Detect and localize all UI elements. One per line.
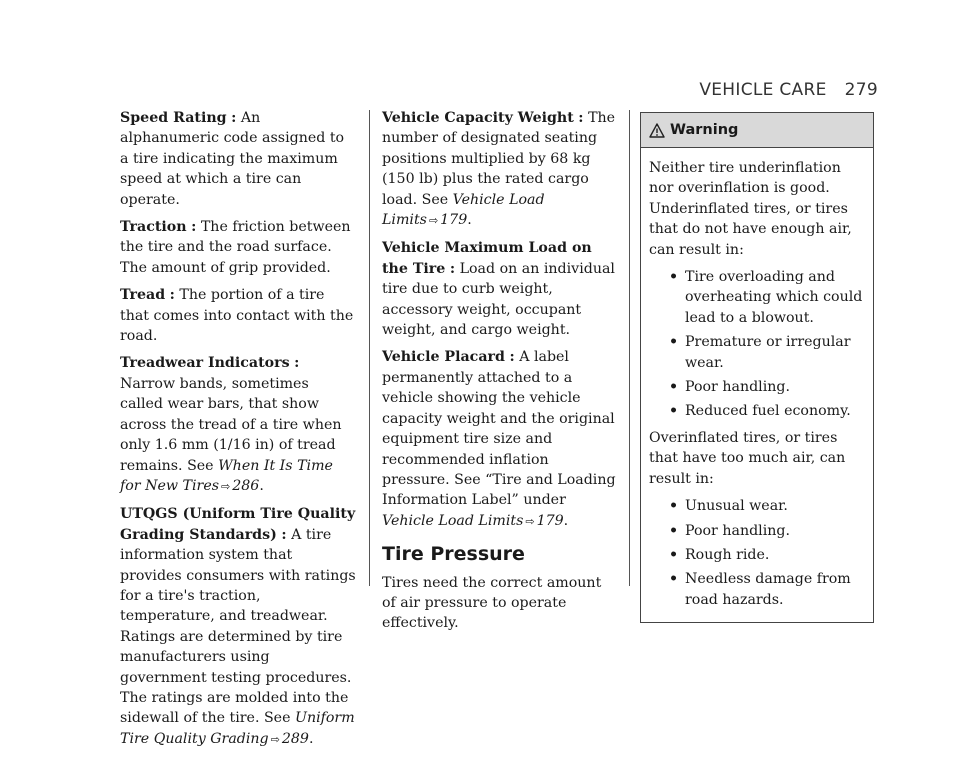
definition-traction [120,217,356,278]
definition-term: Vehicle Maximum Load on the Tire [382,240,592,277]
definition-tread [120,285,356,346]
warning-triangle-icon [649,123,665,138]
term-separator: : [509,349,515,366]
list-item: • Needless damage from road hazards. [671,569,865,610]
definition-text: The portion of a tire that comes into contact with the road. [120,287,354,345]
section-title: VEHICLE CARE [699,80,827,100]
warning-title: Warning [670,121,739,138]
cross-reference-link[interactable]: When It Is Time for New Tires [120,457,333,494]
list-item: • Poor handling. [671,521,865,541]
list-item: • Tire overloading and overheating which could lead to a blowout. [671,267,865,328]
term-separator: : [281,526,287,543]
definition-text: Load on an individual tire due to curb weight, accessory weight, occupant weight, and cargo weight. [382,260,615,339]
definition-text: A label permanently attached to a vehicle showing the vehicle capacity weight and the original equipment tire size and recommended inflation pressure. See “Tire and Loading Information Label” under [382,349,616,509]
column-divider [629,110,630,586]
running-header [699,80,878,100]
cross-reference-link[interactable]: Vehicle Load Limits [382,512,524,529]
definition-text: An alphanumeric code assigned to a tire indicating the maximum speed at which a tire can operate. [120,110,345,208]
definition-vehicle-maximum-load [382,238,618,340]
page-number: 279 [844,80,878,100]
definition-term: UTQGS (Uniform Tire Quality Grading Standards) [120,506,356,543]
sentence-end: . [259,477,264,494]
definitions-column-1 [120,108,356,757]
page-reference-icon: ⇨ [270,732,280,746]
cross-reference-link[interactable]: Vehicle Load Limits [382,191,545,229]
list-item: • Reduced fuel economy. [671,401,865,421]
list-item: • Premature or irregular wear. [671,332,865,373]
cross-reference-link[interactable]: Uniform Tire Quality Grading [120,710,355,747]
definition-term: Treadwear Indicators [120,355,290,372]
cross-reference-page[interactable]: 286 [232,477,260,494]
definition-treadwear-indicators [120,353,356,497]
page-reference-icon: ⇨ [221,479,231,493]
warning-body [641,148,873,622]
sentence-end: . [467,212,472,229]
definition-text: Narrow bands, sometimes called wear bars, that show across the tread of a tire when only 1.6 mm (1/16 in) of tread remains. See [120,375,342,474]
definition-text: A tire information system that provides consumers with ratings for a tire's traction, temperature, and treadwear. Ratings are determined by tire manufacturers using government testing procedures. The ratings are molded into the sidewall of the tire. See [120,526,356,727]
term-separator: : [294,355,300,372]
definition-text: The number of designated seating positions multiplied by 68 kg (150 lb) plus the rated cargo load. See [382,110,616,208]
warning-intro: Neither tire underinflation nor overinflation is good. Underinflated tires, or tires that do not have enough air, can result in: [649,160,852,258]
overinflation-effects-list [649,496,865,610]
list-item: • Rough ride. [671,545,865,565]
warning-column [640,112,874,623]
list-item: • Unusual wear. [671,496,865,516]
list-item: • Poor handling. [671,377,865,397]
section-heading-tire-pressure: Tire Pressure [382,543,525,566]
warning-box [640,112,874,623]
definition-term: Traction [120,219,187,236]
definition-term: Vehicle Placard [382,349,505,366]
definition-text: The friction between the tire and the road surface. The amount of grip provided. [120,219,351,276]
cross-reference-page[interactable]: 179 [536,512,564,529]
page-reference-icon: ⇨ [525,514,535,528]
term-separator: : [578,110,584,126]
term-separator: : [191,219,197,236]
term-separator: : [231,110,237,126]
overinflation-intro: Overinflated tires, or tires that have too much air, can result in: [649,429,846,487]
definition-term: Speed Rating [120,110,227,126]
cross-reference-page[interactable]: 289 [281,730,309,747]
definition-vehicle-placard [382,347,618,532]
term-separator: : [169,287,175,304]
term-separator: : [449,260,456,277]
definition-utqgs [120,504,356,750]
warning-header [641,113,873,148]
sentence-end: . [563,512,569,529]
sentence-end: . [308,730,314,747]
column-divider [369,110,370,586]
definition-speed-rating [120,108,356,210]
definition-term: Vehicle Capacity Weight [382,110,574,126]
cross-reference-page[interactable]: 179 [440,212,468,229]
definition-vehicle-capacity-weight [382,108,618,231]
definition-term: Tread [120,287,166,304]
definitions-column-2 [382,108,618,641]
tire-pressure-paragraph: Tires need the correct amount of air pressure to operate effectively. [382,574,602,632]
underinflation-effects-list [649,267,865,422]
page-reference-icon: ⇨ [428,214,439,228]
